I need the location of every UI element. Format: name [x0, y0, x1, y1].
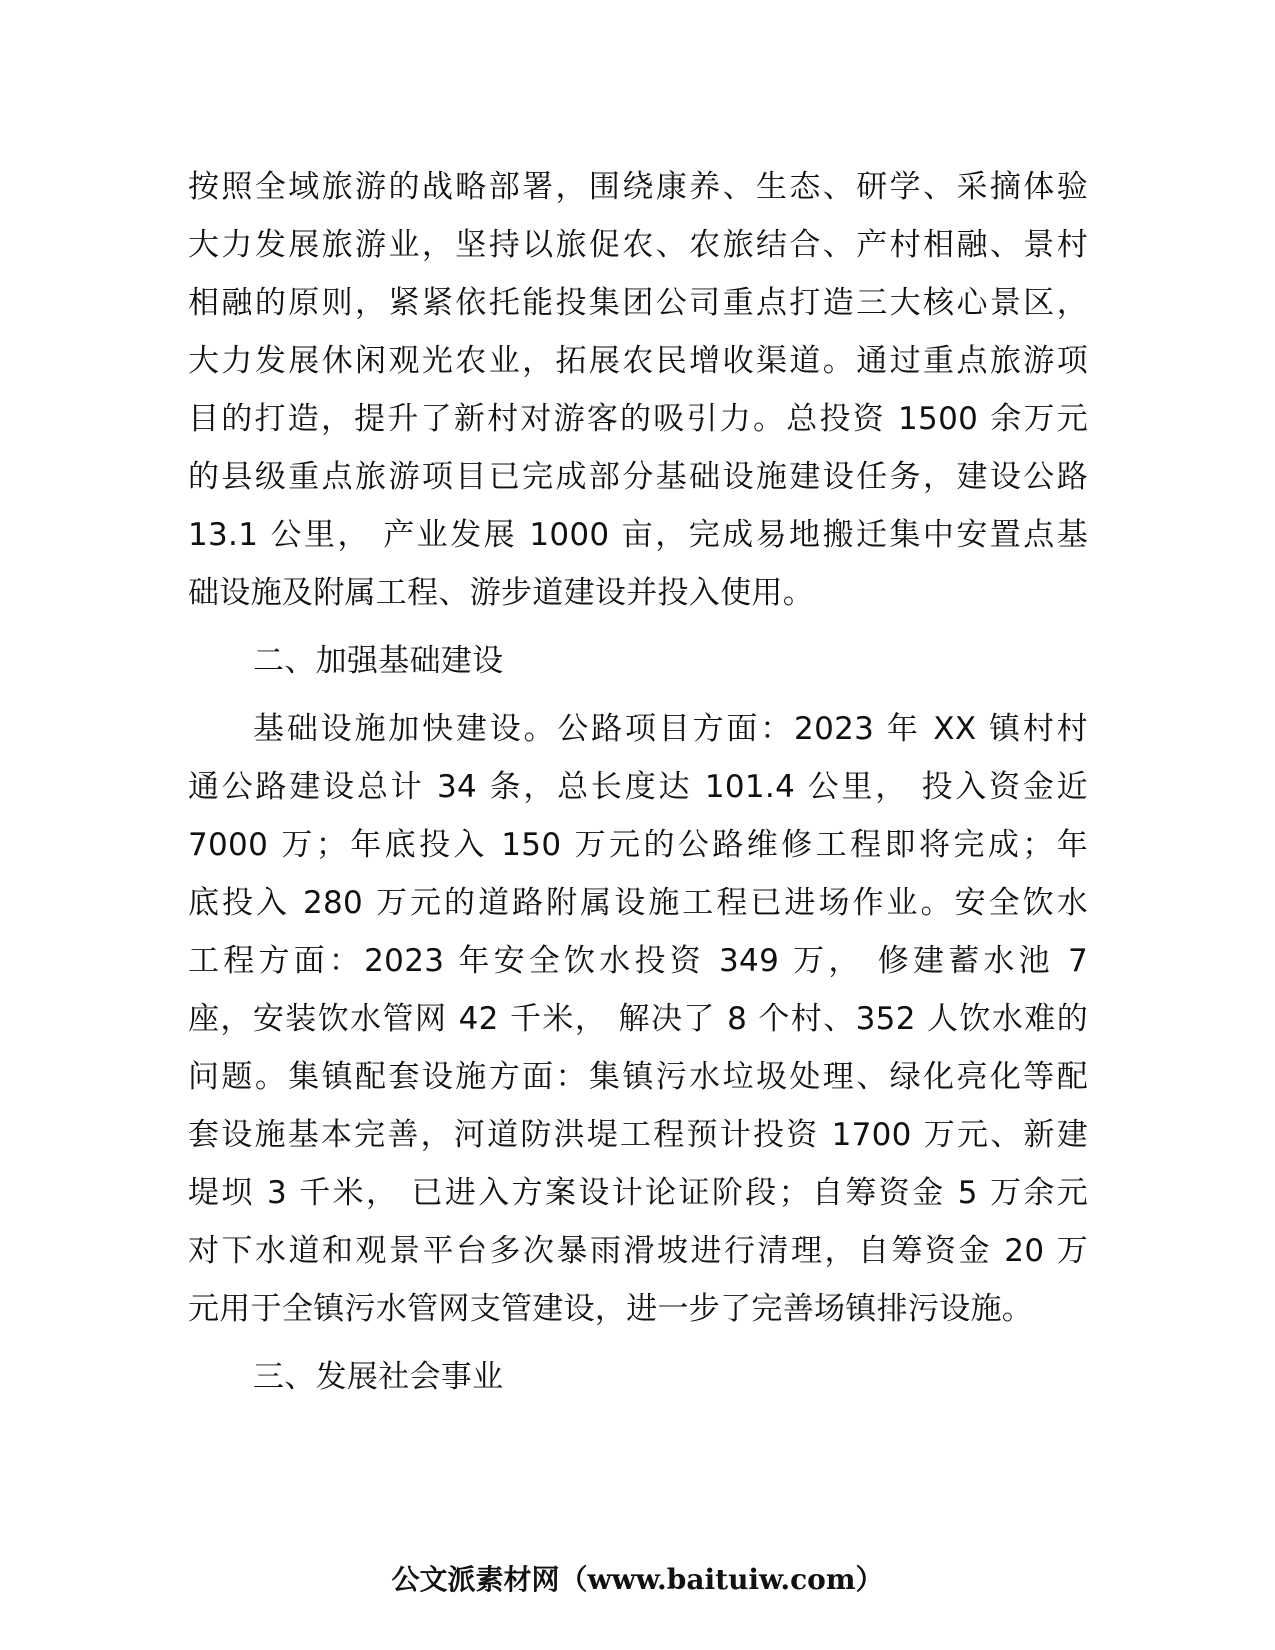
- paragraph-line: 套设施基本完善，河道防洪堤工程预计投资 1700 万元、新建: [188, 1117, 1088, 1153]
- paragraph-line: 相融的原则，紧紧依托能投集团公司重点打造三大核心景区，: [188, 285, 1088, 321]
- paragraph-line: 的县级重点旅游项目已完成部分基础设施建设任务，建设公路: [188, 459, 1088, 495]
- paragraph-line: 通公路建设总计 34 条，总长度达 101.4 公里， 投入资金近: [188, 769, 1088, 805]
- paragraph-tourism: [188, 158, 1088, 622]
- paragraph-line: 工程方面：2023 年安全饮水投资 349 万， 修建蓄水池 7: [188, 943, 1088, 979]
- paragraph-line: 座，安装饮水管网 42 千米， 解决了 8 个村、352 人饮水难的: [188, 1001, 1088, 1037]
- paragraph-line: 问题。集镇配套设施方面：集镇污水垃圾处理、绿化亮化等配: [188, 1059, 1088, 1095]
- paragraph-line: 大力发展休闲观光农业，拓展农民增收渠道。通过重点旅游项: [188, 343, 1088, 379]
- paragraph-infrastructure: [188, 700, 1088, 1338]
- paragraph-line: 元用于全镇污水管网支管建设，进一步了完善场镇排污设施。: [188, 1291, 1034, 1327]
- paragraph-line: 大力发展旅游业，坚持以旅促农、农旅结合、产村相融、景村: [188, 227, 1088, 263]
- paragraph-line: 基础设施加快建设。公路项目方面：2023 年 XX 镇村村: [253, 711, 1088, 747]
- document-body: [188, 158, 1088, 1406]
- paragraph-line: 堤坝 3 千米， 已进入方案设计论证阶段；自筹资金 5 万余元: [188, 1175, 1088, 1211]
- paragraph-line: 7000 万；年底投入 150 万元的公路维修工程即将完成；年: [188, 827, 1088, 863]
- paragraph-line: 底投入 280 万元的道路附属设施工程已进场作业。安全饮水: [188, 885, 1088, 921]
- paragraph-line: 13.1 公里， 产业发展 1000 亩，完成易地搬迁集中安置点基: [188, 517, 1088, 553]
- paragraph-line: 础设施及附属工程、游步道建设并投入使用。: [188, 575, 814, 611]
- section-heading-social: 三、发展社会事业: [253, 1359, 504, 1395]
- paragraph-line: 目的打造，提升了新村对游客的吸引力。总投资 1500 余万元: [188, 401, 1088, 437]
- footer-watermark: 公文派素材网（www.baituiw.com）: [391, 1563, 884, 1596]
- section-heading-infrastructure: 二、加强基础建设: [253, 643, 504, 679]
- paragraph-line: 按照全域旅游的战略部署，围绕康养、生态、研学、采摘体验: [188, 169, 1088, 205]
- paragraph-line: 对下水道和观景平台多次暴雨滑坡进行清理，自筹资金 20 万: [188, 1233, 1088, 1269]
